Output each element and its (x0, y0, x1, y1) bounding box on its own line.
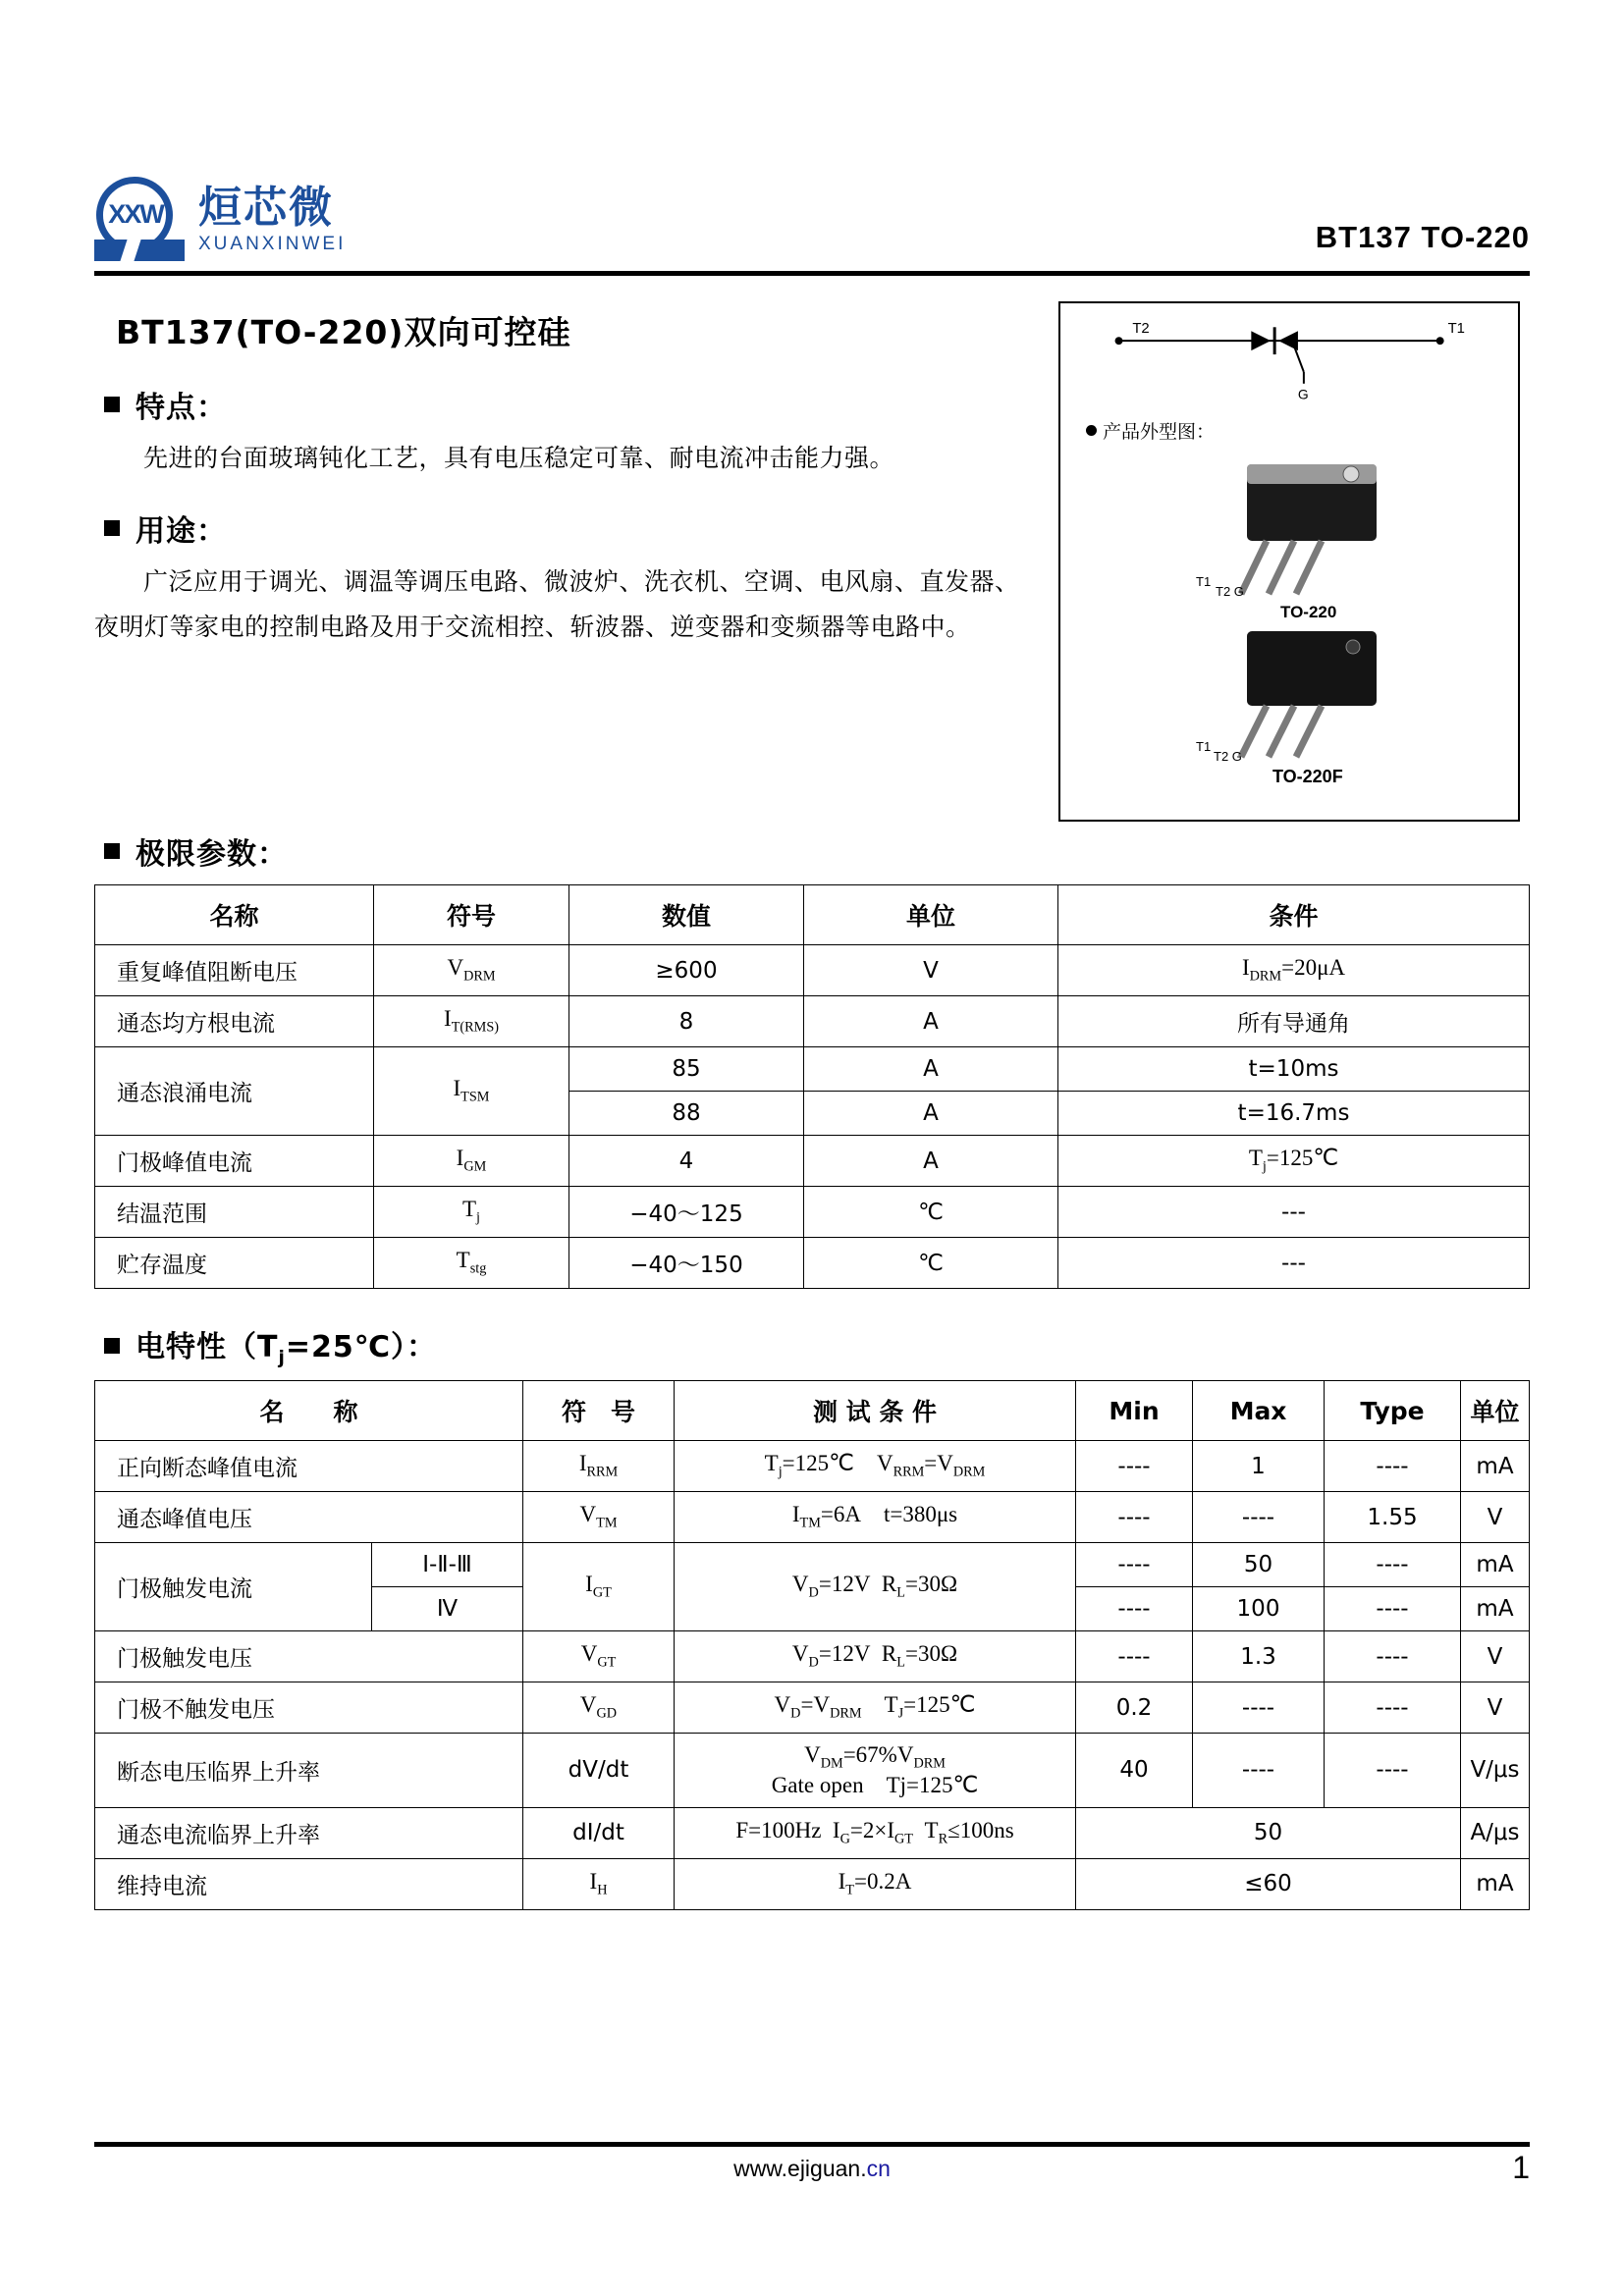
section-heading-uses: 用途： (104, 507, 1037, 550)
symbol-cell: $I_{T(RMS)}$ (374, 996, 569, 1047)
col-unit: 单位 (1461, 1381, 1530, 1441)
table-row: 结温范围 $T_j$ −40～125 ℃ --- (95, 1187, 1530, 1238)
logo-mark-text: XXW (108, 199, 163, 229)
package-figure (1058, 301, 1520, 822)
symbol-cell: dI/dt (523, 1807, 675, 1858)
symbol-cell: $I_{RRM}$ (523, 1441, 675, 1492)
span-value-cell: ≤60 (1076, 1858, 1461, 1909)
table-row: 通态峰值电压 $V_{TM}$ $I_{TM}=6A$ t=380μs ---- ---- 1.55 V (95, 1492, 1530, 1543)
condition-cell: $I_T=0.2A$ (675, 1858, 1076, 1909)
table-row: 重复峰值阻断电压 $V_{DRM}$ ≥600 V $I_{DRM}=20\mu A$ (95, 945, 1530, 996)
uses-text: 广泛应用于调光、调温等调压电路、微波炉、洗衣机、空调、电风扇、直发器、夜明灯等家电的控制电路及用于交流相控、斩波器、逆变器和变频器等电路中。 (94, 567, 1020, 641)
col-type: Type (1325, 1381, 1461, 1441)
col-symbol: 符号 (374, 885, 569, 945)
col-unit: 单位 (804, 885, 1058, 945)
page-title: BT137(TO-220)双向可控硅 (116, 313, 571, 351)
quadrant-label: Ⅰ-Ⅱ-Ⅲ (372, 1543, 523, 1587)
svg-text:T1: T1 (1196, 574, 1212, 589)
svg-text:T2: T2 (1132, 321, 1150, 338)
condition-cell: $V_D=12V$ $R_L=30\Omega$ (675, 1631, 1076, 1682)
symbol-cell: $I_{GM}$ (374, 1136, 569, 1187)
svg-text:G: G (1297, 386, 1309, 402)
electrical-heading-text: 电特性$(T_j=25℃)$： (135, 1330, 438, 1368)
symbol-cell: $I_{TSM}$ (374, 1047, 569, 1136)
table-row: 贮存温度 $T_{stg}$ −40～150 ℃ --- (95, 1238, 1530, 1289)
electrical-table (94, 1380, 1530, 1910)
svg-text:TO-220F: TO-220F (1272, 767, 1343, 786)
symbol-cell: $V_{GD}$ (523, 1682, 675, 1734)
bullet-square-icon (104, 520, 120, 536)
header-divider (94, 271, 1530, 276)
col-test-condition: 测 试 条 件 (675, 1381, 1076, 1441)
condition-cell: $V_{DM}=67\%V_{DRM}$ Gate open Tj=125℃ (675, 1734, 1076, 1808)
table-row: 断态电压临界上升率 dV/dt $V_{DM}=67\%V_{DRM}$ Gate open Tj=125℃ 40 ---- ---- V/μs (95, 1734, 1530, 1808)
col-min: Min (1076, 1381, 1193, 1441)
page-number: 1 (1512, 2150, 1530, 2185)
table-row: 通态均方根电流 $I_{T(RMS)}$ 8 A 所有导通角 (95, 996, 1530, 1047)
condition-cell: $I_{TM}=6A$ t=380μs (675, 1492, 1076, 1543)
symbol-cell: $V_{DRM}$ (374, 945, 569, 996)
symbol-cell: $T_{stg}$ (374, 1238, 569, 1289)
symbol-cell: $V_{TM}$ (523, 1492, 675, 1543)
col-name: 名 称 (95, 1381, 523, 1441)
table-row: 维持电流 $I_H$ $I_T=0.2A$ ≤60 mA (95, 1858, 1530, 1909)
symbol-cell: $V_{GT}$ (523, 1631, 675, 1682)
features-text: 先进的台面玻璃钝化工艺，具有电压稳定可靠、耐电流冲击能力强。 (143, 444, 895, 472)
bullet-square-icon (104, 843, 120, 859)
col-symbol: 符 号 (523, 1381, 675, 1441)
svg-text:T1: T1 (1447, 321, 1465, 338)
col-max: Max (1193, 1381, 1325, 1441)
table-row: 正向断态峰值电流 $I_{RRM}$ $T_j=125℃$ $V_{RRM}=V_{DRM}$ ---- 1 ---- mA (95, 1441, 1530, 1492)
bullet-square-icon (104, 397, 120, 412)
footer-divider (94, 2142, 1530, 2147)
company-logo (94, 175, 346, 265)
table-row: 门极触发电压 $V_{GT}$ $V_D=12V$ $R_L=30\Omega$ ---- 1.3 ---- V (95, 1631, 1530, 1682)
symbol-cell: $I_H$ (523, 1858, 675, 1909)
bullet-square-icon (104, 1338, 120, 1354)
part-number: BT137 TO-220 (1315, 220, 1530, 254)
condition-cell: $I_{DRM}=20\mu A$ (1058, 945, 1530, 996)
quadrant-label: Ⅳ (372, 1587, 523, 1631)
table-row: 88 A t=16.7ms (95, 1092, 1530, 1136)
svg-text:T2 G: T2 G (1216, 584, 1244, 599)
symbol-cell: $T_j$ (374, 1187, 569, 1238)
table-row: 门极峰值电流 $I_{GM}$ 4 A $T_j=125℃$ (95, 1136, 1530, 1187)
svg-text:T2 G: T2 G (1214, 749, 1242, 764)
section-heading-features: 特点： (104, 383, 1037, 426)
condition-cell: $V_D=12V$ $R_L=30\Omega$ (675, 1543, 1076, 1631)
package-caption: 产品外型图： (1086, 417, 1215, 444)
table-row: 通态浪涌电流 $I_{TSM}$ 85 A t=10ms (95, 1047, 1530, 1092)
condition-cell: $V_D=V_{DRM}$ $T_J=125℃$ (675, 1682, 1076, 1734)
span-value-cell: 50 (1076, 1807, 1461, 1858)
condition-cell: $T_j=125℃$ $V_{RRM}=V_{DRM}$ (675, 1441, 1076, 1492)
svg-text:TO-220: TO-220 (1280, 603, 1337, 621)
logo-english-name: XUANXINWEI (198, 234, 347, 254)
condition-cell: F=100Hz $I_G=2\times I_{GT}$ $T_R\le 100ns$ (675, 1807, 1076, 1858)
to220-package-photo (1186, 456, 1412, 623)
table-header-row (95, 1381, 1530, 1441)
condition-cell: $T_j=125℃$ (1058, 1136, 1530, 1187)
table-row: 门极触发电流 Ⅰ-Ⅱ-Ⅲ $I_{GT}$ $V_D=12V$ $R_L=30\Omega$ ---- 50 ---- mA (95, 1543, 1530, 1587)
page-footer (94, 2150, 1530, 2185)
footer-url[interactable]: www.ejiguan.cn (733, 2156, 891, 2181)
col-name: 名称 (95, 885, 374, 945)
triac-symbol-icon (1060, 317, 1518, 405)
table-header-row (95, 885, 1530, 945)
table-row: 通态电流临界上升率 dI/dt F=100Hz $I_G=2\times I_{GT}$ $T_R\le 100ns$ 50 A/μs (95, 1807, 1530, 1858)
to220f-package-photo (1186, 627, 1412, 789)
logo-mark-icon (94, 175, 185, 265)
section-heading-limits: 极限参数： (104, 829, 1530, 873)
section-heading-electrical (104, 1322, 1530, 1368)
symbol-cell: $I_{GT}$ (523, 1543, 675, 1631)
limits-table (94, 884, 1530, 1289)
page-header (94, 147, 1530, 265)
svg-text:T1: T1 (1196, 739, 1212, 754)
logo-chinese-name: 烜芯微 (198, 183, 334, 233)
table-row: 门极不触发电压 $V_{GD}$ $V_D=V_{DRM}$ $T_J=125℃$ 0.2 ---- ---- V (95, 1682, 1530, 1734)
col-value: 数值 (569, 885, 804, 945)
symbol-cell: dV/dt (523, 1734, 675, 1808)
table-row: Ⅳ ---- 100 ---- mA (95, 1587, 1530, 1631)
col-condition: 条件 (1058, 885, 1530, 945)
